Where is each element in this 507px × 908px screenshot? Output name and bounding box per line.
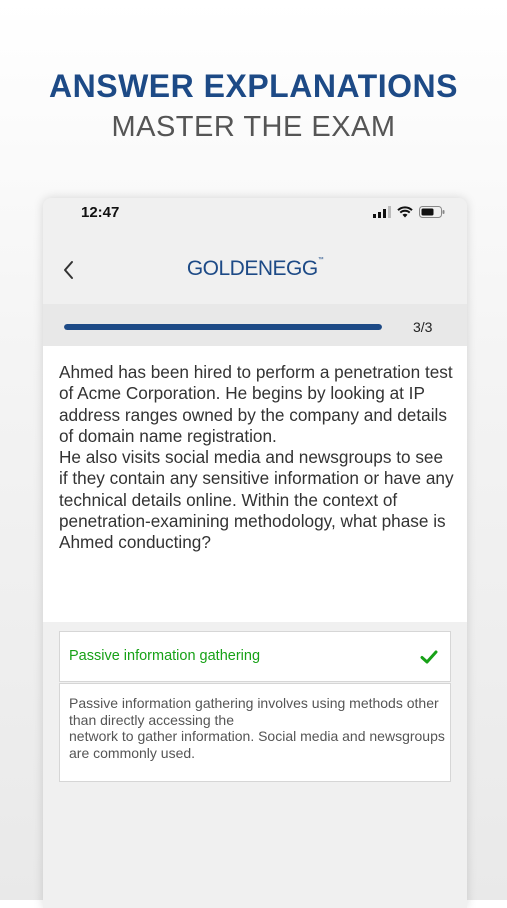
- progress-section: [43, 304, 467, 346]
- promo-subheadline: MASTER THE EXAM: [111, 111, 396, 143]
- question-text: Ahmed has been hired to perform a penetration test of Acme Corporation. He begins by looking at IP address ranges owned by the company and details of domain name registration. He also visits social media and newsgroups to see if they contain any sensitive information or have any technical details online. Within the context of penetration-examining methodology, what phase is Ahmed conducting?: [59, 362, 454, 553]
- battery-icon: [419, 206, 445, 218]
- logo-trademark: ™: [317, 257, 324, 263]
- progress-bar: [64, 324, 382, 330]
- explanation-text: Passive information gathering involves using methods other than directly accessing the network to gather information. Social media and newsgroups are commonly used.: [69, 695, 445, 761]
- promo-headline: ANSWER EXPLANATIONS: [49, 68, 458, 104]
- checkmark-icon: [420, 648, 438, 666]
- wifi-icon: [397, 206, 413, 218]
- status-bar: [43, 198, 467, 238]
- nav-bar: [43, 238, 467, 304]
- status-icons: [373, 206, 445, 218]
- logo-text: GOLDENEGG: [186, 257, 318, 280]
- answer-explanation: [59, 683, 451, 782]
- answer-label: Passive information gathering: [69, 648, 261, 664]
- question-card: [43, 346, 467, 622]
- progress-count: 3/3: [413, 319, 433, 335]
- progress-bar-fill: [64, 324, 382, 330]
- signal-icon: [373, 206, 391, 218]
- phone-screen: [43, 198, 467, 908]
- answer-option-correct[interactable]: [59, 631, 451, 682]
- status-time: 12:47: [81, 204, 120, 221]
- app-logo: [43, 257, 467, 281]
